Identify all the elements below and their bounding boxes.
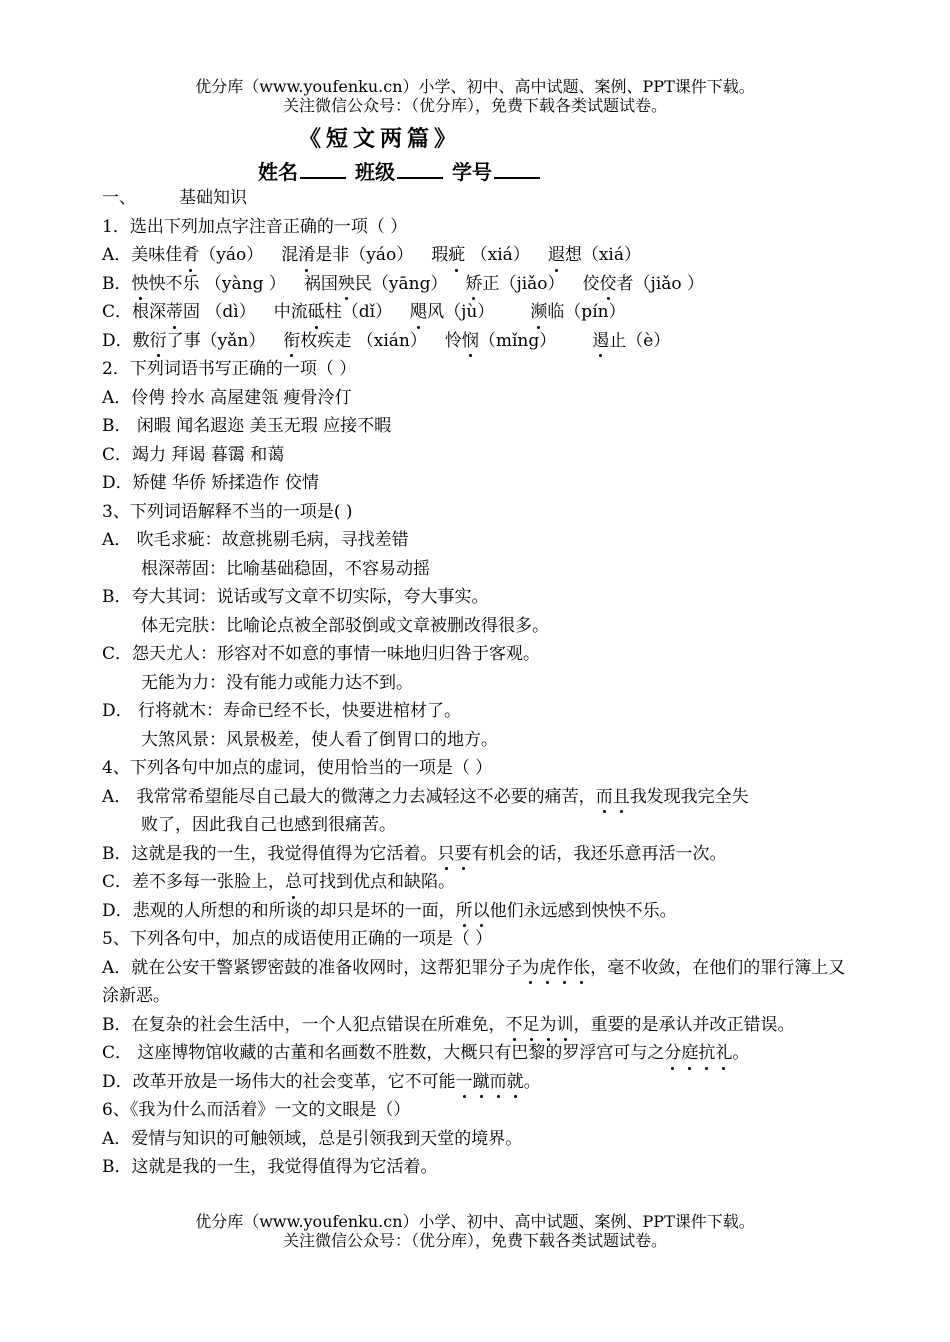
dotted-char: 且 [613, 783, 630, 812]
footer-line-1: 优分库（www.youfenku.cn）小学、初中、高中试题、案例、PPT课件下载。 [195, 1212, 755, 1231]
page-footer [0, 1212, 950, 1250]
q2-option-d: D．矫健 华侨 矫揉造作 佼情 [102, 473, 319, 493]
section-title: 基础知识 [179, 188, 247, 208]
dotted-char: 虎 [539, 954, 556, 983]
dotted-char: 不 [506, 1011, 523, 1040]
header-line-2: 关注微信公众号：（优分库），免费下载各类试题试卷。 [282, 96, 667, 115]
dotted-char: 遐 [548, 241, 565, 270]
dotted-char: 遏 [592, 327, 609, 356]
name-label: 姓名 [258, 160, 299, 184]
dotted-char: 淆 [298, 241, 315, 270]
header-line-1: 优分库（www.youfenku.cn）小学、初中、高中试题、案例、PPT课件下载。 [195, 77, 755, 96]
q4-stem: 4、下列各句中加点的虚词，使用恰当的一项是（ ） [102, 758, 493, 778]
dotted-char: 为 [540, 1011, 557, 1040]
dotted-char: 礼 [715, 1039, 732, 1068]
dotted-char: 飓 [410, 298, 427, 327]
q6-option-b: B．这就是我的一生，我觉得值得为它活着。 [102, 1157, 438, 1177]
dotted-char: 殃 [338, 270, 355, 299]
class-label: 班级 [355, 160, 395, 184]
dotted-char: 衔 [283, 327, 300, 356]
dotted-char: 而 [490, 1068, 507, 1097]
q1-option-d: D．敷衍了事（yǎn） 衔枚疾走 （xián） 怜悯（mǐng） 遏止（è） [102, 327, 850, 356]
section-heading [102, 184, 850, 213]
footer-line-2: 关注微信公众号：（优分库），免费下载各类试题试卷。 [282, 1231, 667, 1250]
section-number: 一、 [102, 188, 136, 208]
student-info [0, 156, 800, 185]
q2-stem: 2．下列词语书写正确的一项（ ） [102, 359, 357, 379]
dotted-char: 肴 [182, 241, 199, 270]
class-blank[interactable] [397, 159, 443, 179]
dotted-char: 伥 [573, 954, 590, 983]
q5-stem: 5、下列各句中，加点的成语使用正确的一项是（ ） [102, 929, 493, 949]
number-blank[interactable] [494, 159, 540, 179]
q3-option-b-2: 体无完肤：比喻论点被全部驳倒或文章被删改得很多。 [141, 615, 549, 636]
q1-option-b: B．怏怏不乐 （yàng ） 祸国殃民（yāng） 矫正（jiǎo） 佼佼者（jiǎo ） [102, 270, 850, 299]
q3-option-a-2: 根深蒂固：比喻基础稳固，不容易动摇 [141, 558, 430, 579]
dotted-char: 为 [522, 954, 539, 983]
dotted-char: 悯 [462, 327, 479, 356]
name-blank[interactable] [300, 159, 346, 179]
q4-option-a: A． 我常常希望能尽自己最大的微薄之力去减轻这不必要的痛苦，而且我发现我完全失 [102, 783, 850, 812]
q5-option-b: B．在复杂的社会生活中，一个人犯点错误在所难免，不足为训，重要的是承认并改正错误。 [102, 1011, 850, 1040]
dotted-char: 庭 [681, 1039, 698, 1068]
q1-option-c: C．根深蒂固 （dì） 中流砥柱（dǐ） 飓风（jù） 濒临（pín） [102, 298, 850, 327]
dotted-char: 佼 [600, 270, 617, 299]
dotted-char: 怏 [132, 270, 149, 299]
exam-body [102, 184, 850, 1182]
dotted-char: 分 [664, 1039, 681, 1068]
dotted-char: 矫 [465, 270, 482, 299]
q4-option-d: D．悲观的人所想的和所谈的却只是坏的一面，所以他们永远感到怏怏不乐。 [102, 897, 850, 926]
dotted-char: 砥 [308, 298, 325, 327]
page-header [0, 77, 950, 115]
dotted-char: 衍 [150, 327, 167, 356]
q3-option-d-2: 大煞风景：风景极差，使人看了倒胃口的地方。 [141, 729, 498, 750]
q2-option-b: B． 闲暇 闻名遐迩 美玉无瑕 应接不暇 [102, 416, 392, 436]
q4-option-b: B．这就是我的一生，我觉得值得为它活着。只要有机会的话，我还乐意再活一次。 [102, 840, 850, 869]
q1-option-a: A．美味佳肴（yáo） 混淆是非（yáo） 瑕疵 （xiá） 遐想（xiá） [102, 241, 850, 270]
dotted-char: 而 [596, 783, 613, 812]
q3-option-b-1: B．夸大其词：说话或写文章不切实际，夸大事实。 [102, 587, 489, 607]
dotted-char: 疵 [448, 241, 465, 270]
q6-stem: 6、《我为什么而活着》一文的文眼是（） [102, 1100, 411, 1120]
q3-option-d-1: D． 行将就木：寿命已经不长，快要进棺材了。 [102, 701, 462, 721]
dotted-char: 抗 [698, 1039, 715, 1068]
q3-option-a-1: A． 吹毛求疵：故意挑剔毛病，寻找差错 [102, 530, 409, 550]
dotted-char: 作 [556, 954, 573, 983]
q2-option-a: A．伶俜 拎水 高屋建瓴 瘦骨泠仃 [102, 387, 352, 408]
q3-option-c-1: C．怨天尤人：形容对不如意的事情一味地归归咎于客观。 [102, 644, 541, 664]
q1-stem: 1．选出下列加点字注音正确的一项（ ） [102, 216, 408, 237]
dotted-char: 只 [438, 840, 455, 869]
dotted-char: 蹴 [473, 1068, 490, 1097]
q3-stem: 3、下列词语解释不当的一项是( ) [102, 501, 353, 522]
number-label: 学号 [451, 160, 492, 184]
q4-option-a-cont: 败了，因此我自己也感到很痛苦。 [141, 815, 396, 835]
dotted-char: 濒 [530, 298, 547, 327]
q6-option-a: A．爱情与知识的可触领域，总是引领我到天堂的境界。 [102, 1128, 523, 1149]
q4-option-c: C．差不多每一张脸上，总可找到优点和缺陷。 [102, 868, 850, 897]
dotted-char: 就 [507, 1068, 524, 1097]
q5-option-a: A．就在公安干警紧锣密鼓的准备收网时，这帮犯罪分子为虎作伥，毫不收敛，在他们的罪行簿上又涂新恶。 [102, 954, 850, 1011]
dotted-char: 足 [523, 1011, 540, 1040]
q5-option-d: D．改革开放是一场伟大的社会变革，它不可能一蹴而就。 [102, 1068, 850, 1097]
q2-option-c: C．竭力 拜谒 暮霭 和蔼 [102, 444, 285, 465]
q5-option-c: C． 这座博物馆收藏的古董和名画数不胜数，大概只有巴黎的罗浮宫可与之分庭抗礼。 [102, 1039, 850, 1068]
dotted-char: 以 [473, 897, 490, 926]
dotted-char: 要 [455, 840, 472, 869]
dotted-char: 训 [557, 1011, 574, 1040]
page-title: 《短文两篇》 [298, 126, 461, 152]
dotted-char: 蒂 [166, 298, 183, 327]
dotted-char: 总 [285, 868, 302, 897]
dotted-char: 一 [456, 1068, 473, 1097]
q3-option-c-2: 无能为力：没有能力或能力达不到。 [141, 672, 413, 693]
dotted-char: 所 [456, 897, 473, 926]
